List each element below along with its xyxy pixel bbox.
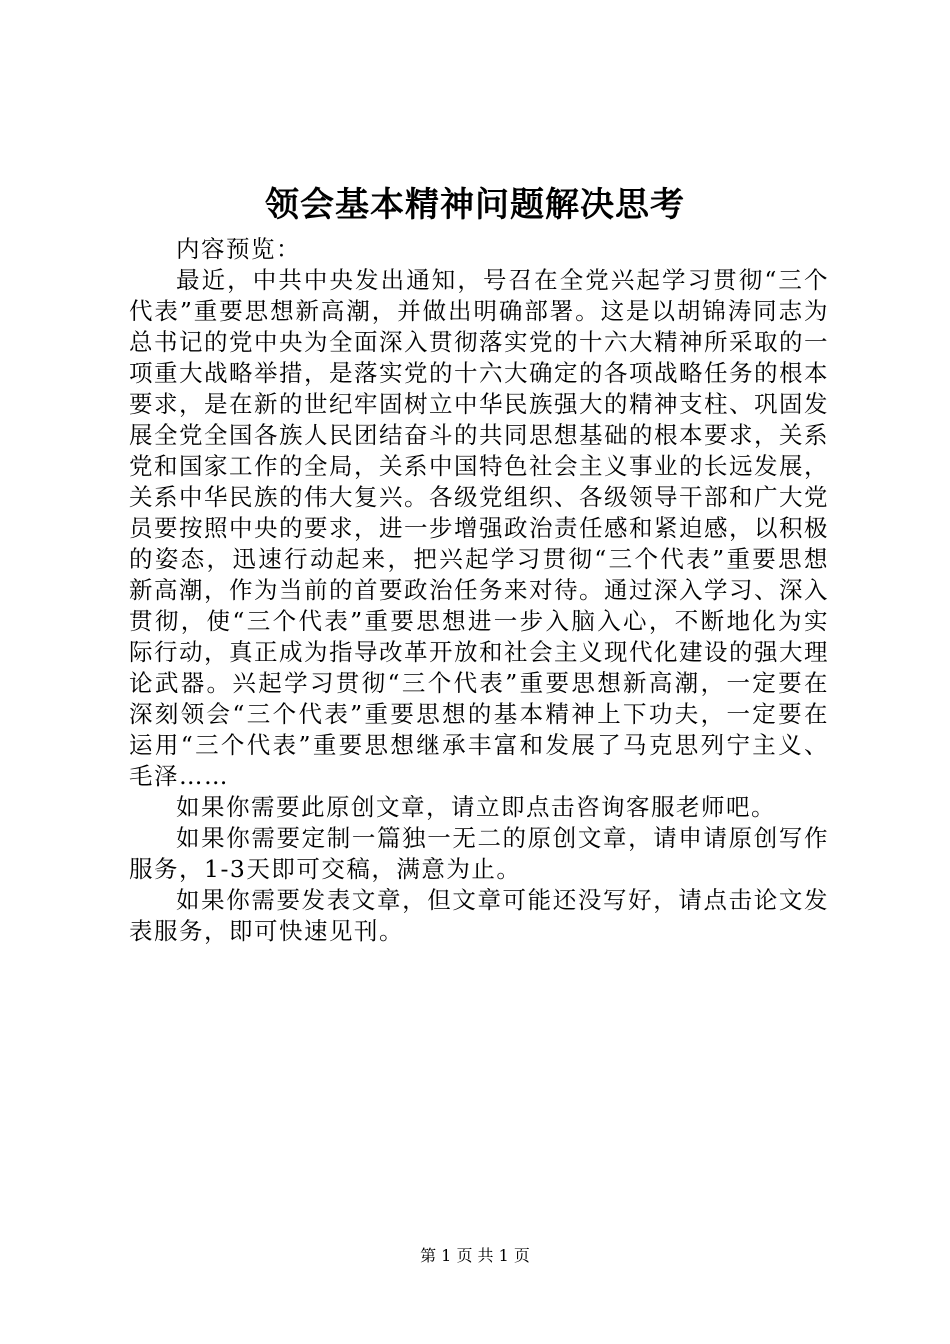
preview-label: 内容预览： [176,235,301,263]
document-title: 领会基本精神问题解决思考 [265,185,685,225]
page-footer: 第 1 页 共 1 页 [420,1246,530,1265]
preview-paragraph: 最近，中共中央发出通知，号召在全党兴起学习贯彻“三个代表”重要思想新高潮，并做出明确部署。这是以胡锦涛同志为总书记的党中央为全面深入贯彻落实党的十六大精神所采取的一项重大战略举措，是落实党的十六大确定的各项战略任务的根本要求，是在新的世纪牢固树立中华民族强大的精神支柱、巩固发展全党全国各族人民团结奋斗的共同思想基础的根本要求，关系党和国家工作的全局，关系中国特色社会主义事业的长远发展，关系中华民族的伟大复兴。各级党组织、各级领导干部和广大党员要按照中央的要求，进一步增强政治责任感和紧迫感，以积极的姿态，迅速行动起来，把兴起学习贯彻“三个代表”重要思想新高潮，作为当前的首要政治任务来对待。通过深入学习、深入贯彻，使“三个代表”重要思想进一步入脑入心，不断地化为实际行动，真正成为指导改革开放和社会主义现代化建设的强大理论武器。兴起学习贯彻“三个代表”重要思想新高潮，一定要在深刻领会“三个代表”重要思想的基本精神上下功夫，一定要在运用“三个代表”重要思想继承丰富和发展了马克思列宁主义、毛泽…… [129,266,829,790]
custom-writing-paragraph: 如果你需要定制一篇独一无二的原创文章，请申请原创写作服务，1-3天即可交稿，满意为止。 [129,824,829,883]
publish-paragraph: 如果你需要发表文章，但文章可能还没写好，请点击论文发表服务，即可快速见刊。 [129,886,829,945]
document-body [129,234,829,947]
consult-paragraph: 如果你需要此原创文章，请立即点击咨询客服老师吧。 [176,793,776,821]
